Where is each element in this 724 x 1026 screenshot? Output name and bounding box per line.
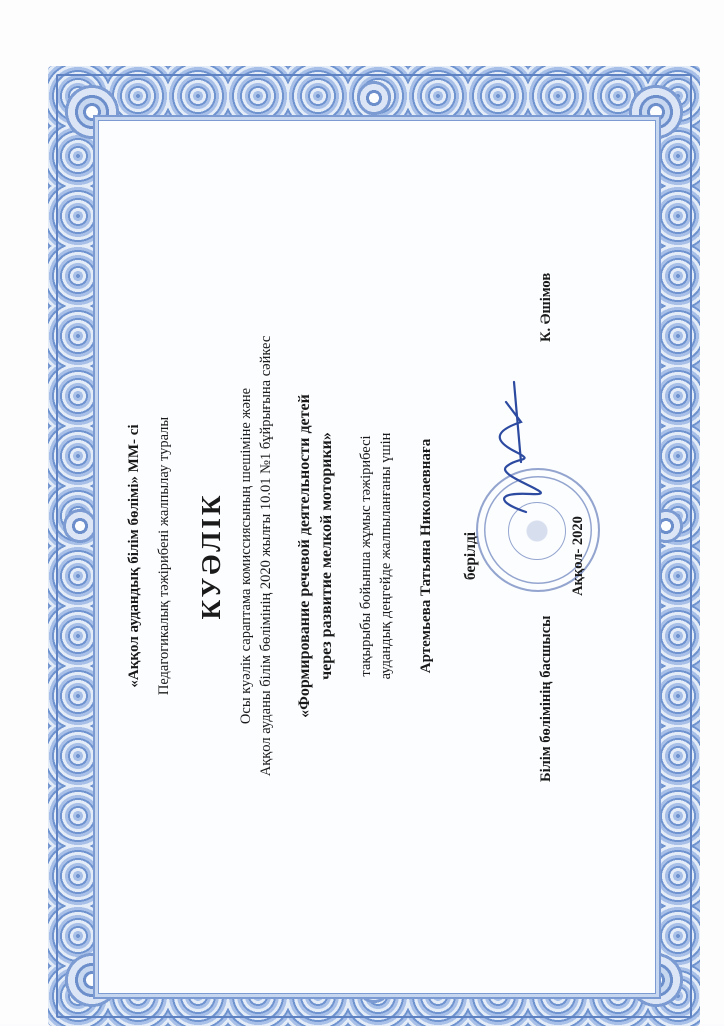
organization-name: «Аққол аудандық білім бөлімі» ММ- сі: [126, 424, 142, 688]
place-year: Аққол- 2020: [570, 516, 586, 596]
signer-name: К. Әшімов: [538, 272, 554, 342]
side-ornament: [348, 72, 400, 124]
recipient-name: Артемьева Татьяна Николаевнаға: [418, 438, 434, 674]
topic-title-line1: «Формирование речевой деятельности детей: [296, 394, 313, 718]
topic-suffix-line1: тақырыбы бойынша жұмыс тәжірибесі: [358, 435, 374, 677]
topic-title-line2: через развитие мелкой моторики»: [318, 432, 335, 680]
decision-text-line2: Аққол ауданы білім бөлімінің 2020 жылғы 10.01 №1 бұйрығына сәйкес: [258, 335, 274, 777]
handwritten-signature: [486, 372, 546, 522]
certificate-title: КУӘЛІК: [196, 492, 226, 620]
certificate-subtitle: Педагогикалық тәжірибені жалпылау туралы: [156, 416, 172, 696]
topic-suffix-line2: аудандық деңгейде жалпыланғаны үшін: [378, 432, 394, 680]
decision-text-line1: Осы куәлік сараптама комиссиясының шешіміне және: [238, 387, 254, 725]
given-label: берілді: [462, 531, 479, 581]
signer-title: Білім бөлімінің басшысы: [538, 615, 554, 782]
certificate-content: [98, 120, 654, 992]
